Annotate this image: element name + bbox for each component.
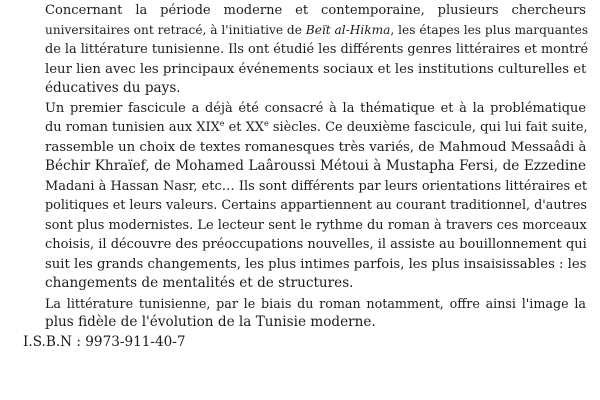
- superscript: e: [219, 119, 225, 128]
- text-line: La littérature tunisienne, par le biais du roman notamment, offre ainsi l'image la: [45, 295, 586, 311]
- text-line: sont plus modernistes. Le lecteur sent le rythme du roman à travers ces morceaux: [45, 217, 587, 233]
- text-line: choisis, il découvre des préoccupations nouvelles, il assiste au bouillonnement qui: [45, 237, 587, 252]
- text-line: Un premier fascicule a déjà été consacré à la thématique et à la problématique: [45, 100, 586, 116]
- text-line: de la littérature tunisienne. Ils ont étudié les différents genres littéraires et montré: [45, 42, 589, 57]
- text-line: [23, 118, 586, 138]
- text-line: [23, 21, 589, 41]
- text-segment: siècles. Ce deuxième fascicule, qui lui fait suite,: [268, 120, 588, 135]
- paragraph-3: [23, 294, 586, 333]
- text-line: politiques et leurs valeurs. Certains appartiennent au courant traditionnel, d'autres: [45, 198, 587, 213]
- text-line: leur lien avec les principaux événements sociaux et les institutions culturelles et: [45, 61, 587, 77]
- text-segment: universitaires ont retracé, à l'initiative de: [45, 22, 306, 37]
- isbn-number: I.S.B.N : 9973-911-40-7: [23, 333, 186, 350]
- text-line: Madani à Hassan Nasr, etc… Ils sont différents par leurs orientations littéraires et: [45, 178, 588, 194]
- text-line: rassemble un choix de textes romanesques très variés, de Mahmoud Messaâdi à: [45, 139, 587, 155]
- text-line: Béchir Khraïef, de Mohamed Laâroussi Métoui à Mustapha Fersi, de Ezzedine: [45, 158, 586, 174]
- paragraph-1: [23, 1, 589, 99]
- paragraph-2: [23, 99, 586, 294]
- text-segment: et XX: [224, 120, 264, 135]
- text-segment: , les étapes les plus marquantes: [390, 22, 589, 37]
- text-line: Concernant la période moderne et contemporaine, plusieurs chercheurs: [45, 3, 586, 18]
- text-segment: du roman tunisien aux XIX: [45, 120, 220, 135]
- text-line: suit les grands changements, les plus intimes parfois, les plus insaisissables : les: [45, 256, 587, 272]
- text-line: changements de mentalités et de structures.: [45, 275, 354, 291]
- text-line: plus fidèle de l'évolution de la Tunisie moderne.: [45, 314, 376, 330]
- superscript: e: [263, 119, 269, 128]
- institution-name: Beït al-Hikma: [305, 22, 391, 37]
- text-line: éducatives du pays.: [45, 80, 181, 96]
